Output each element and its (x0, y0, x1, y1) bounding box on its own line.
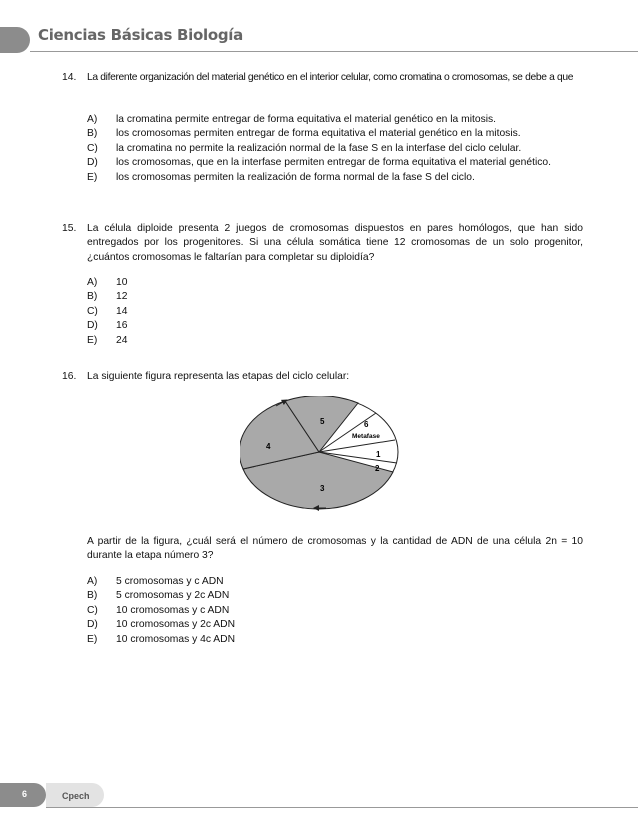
option-a (87, 575, 583, 589)
option-e (87, 171, 583, 185)
option-b (87, 589, 583, 603)
option-b (87, 127, 583, 141)
option-c (87, 305, 583, 319)
option-letter: D) (87, 619, 98, 631)
option-c (87, 604, 583, 618)
option-c (87, 142, 583, 156)
option-d (87, 319, 583, 333)
option-a (87, 276, 583, 290)
option-text: la cromatina permite entregar de forma equitativa el material genético en la mitosis. (116, 114, 497, 125)
option-letter: D) (87, 157, 98, 169)
option-text: los cromosomas, que en la interfase permiten entregar de forma equitativa el material genético. (116, 157, 551, 169)
option-text: 24 (116, 334, 128, 346)
option-text: 10 cromosomas y 4c ADN (116, 633, 236, 645)
option-letter: E) (87, 334, 98, 346)
option-letter: C) (87, 604, 98, 616)
label-metafase: Metafase (352, 433, 380, 440)
header-divider (30, 51, 638, 52)
option-letter: A) (87, 114, 98, 125)
footer-divider (46, 807, 638, 808)
question-number: 14. (62, 72, 77, 83)
option-letter: C) (87, 305, 98, 317)
label-3: 3 (320, 484, 325, 493)
option-text: 10 (116, 277, 128, 288)
option-d (87, 618, 583, 632)
option-text: los cromosomas permiten la realización de forma normal de la fase S del ciclo. (116, 171, 475, 183)
option-e (87, 334, 583, 348)
option-text: la cromatina no permite la realización normal de la fase S en la interfase del ciclo celular. (116, 142, 522, 154)
question-number: 16. (62, 371, 77, 382)
option-letter: B) (87, 291, 98, 303)
option-letter: A) (87, 576, 98, 587)
page-header-title: Ciencias Básicas Biología (38, 26, 243, 44)
option-letter: D) (87, 320, 98, 332)
question-14-options (87, 113, 583, 185)
footer-brand: Cpech (62, 791, 90, 801)
option-text: 5 cromosomas y c ADN (116, 576, 224, 587)
option-letter: E) (87, 633, 98, 645)
option-b (87, 290, 583, 304)
option-letter: C) (87, 142, 98, 154)
option-e (87, 633, 583, 647)
label-4: 4 (266, 442, 271, 451)
question-prompt: A partir de la figura, ¿cuál será el número de cromosomas y la cantidad de ADN de una célula 2n = 10 durante la etapa número 3? (87, 536, 583, 562)
option-text: 10 cromosomas y c ADN (116, 604, 230, 616)
cell-cycle-figure (240, 396, 402, 520)
question-stem: La siguiente figura representa las etapas del ciclo celular: (87, 371, 350, 382)
label-2: 2 (375, 464, 380, 473)
option-d (87, 156, 583, 170)
header-tab (0, 27, 30, 53)
label-6: 6 (364, 420, 369, 429)
question-stem: La célula diploide presenta 2 juegos de cromosomas dispuestos en pares homólogos, que han sido entregados por los progenitores. Si una célula somática tiene 12 cromosomas de un solo progenitor, ¿cuántos cromosomas le faltarían para completar su diploidía? (87, 223, 583, 263)
question-15-options (87, 276, 583, 348)
option-text: 16 (116, 320, 128, 332)
label-5: 5 (320, 417, 325, 426)
option-text: 5 cromosomas y 2c ADN (116, 590, 230, 602)
page-number: 6 (22, 789, 28, 799)
option-letter: B) (87, 128, 98, 140)
option-letter: E) (87, 171, 98, 183)
option-text: 14 (116, 305, 128, 317)
option-text: 12 (116, 291, 128, 303)
option-text: los cromosomas permiten entregar de forma equitativa el material genético en la mitosis. (116, 128, 521, 140)
option-letter: B) (87, 590, 98, 602)
option-text: 10 cromosomas y 2c ADN (116, 619, 236, 631)
question-16-options (87, 575, 583, 647)
label-1: 1 (376, 450, 381, 459)
cell-cycle-diagram (240, 396, 402, 520)
option-letter: A) (87, 277, 98, 288)
question-stem: La diferente organización del material genético en el interior celular, como cromatina o cromosomas, se debe a que (87, 72, 574, 83)
question-number: 15. (62, 223, 77, 234)
option-a (87, 113, 583, 127)
